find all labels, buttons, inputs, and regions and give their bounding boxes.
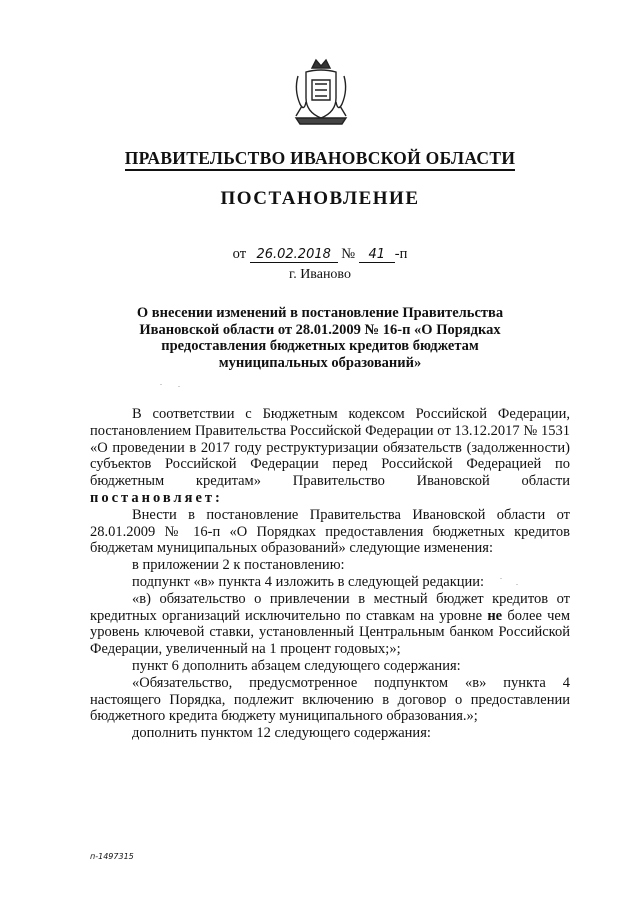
scan-speck — [516, 584, 518, 585]
paragraph-appendix: в приложении 2 к постановлению: — [132, 557, 345, 574]
document-type: ПОСТАНОВЛЕНИЕ — [220, 188, 420, 209]
decree-word: постановляет: — [90, 489, 223, 506]
paragraph-obligation: «Обязательство, предусмотренное подпунктом «в» пункта 4 настоящего Порядка, подлежит включению в договор о предоставлении бюджетного кредита бюджету муниципального образования.»; — [90, 674, 570, 725]
government-title — [0, 148, 640, 169]
decree-date: 26.02.2018 — [250, 247, 338, 263]
number-prefix: № — [341, 246, 356, 262]
clause-v-part2: более чем уровень ключевой ставки, установленный Центральным банком Российской Федерации, увеличенный на 1 процент годовых;»; — [90, 607, 571, 658]
clause-v-bold: не — [487, 607, 503, 624]
scan-speck — [160, 384, 162, 385]
preamble-text: В соответствии с Бюджетным кодексом Российской Федерации, постановлением Правительства Российской Федерации от 13.12.2017 № 1531 «О проведении в 2017 году реструктуризации обязательств (задолженности) субъектов Российской Федерации перед Российской Федерацией по бюджетным кредитам» Правительство Ивановской области — [90, 406, 570, 490]
document-code: п-1497315 — [90, 852, 134, 861]
coat-of-arms-icon — [292, 58, 350, 130]
decree-body — [90, 406, 570, 742]
paragraph-preamble — [90, 406, 570, 507]
scan-speck — [500, 578, 502, 579]
date-prefix: от — [232, 246, 247, 262]
decree-subject: О внесении изменений в постановление Правительства Ивановской области от 28.01.2009 № 16-п «О Порядках предоставления бюджетных кредитов бюджетам муниципальных образований» — [136, 305, 504, 371]
paragraph-amend: Внести в постановление Правительства Ивановской области от 28.01.2009 № 16-п «О Порядках предоставления бюджетных кредитов бюджетам муниципальных образований» следующие изменения: — [90, 506, 570, 557]
decree-number: 41 — [359, 247, 395, 263]
city: г. Иваново — [289, 267, 351, 282]
paragraph-item12: дополнить пунктом 12 следующего содержания: — [132, 725, 431, 742]
clause-v-part1: «в) обязательство о привлечении в местный бюджет кредитов от кредитных организаций исключительно по ставкам на уровне — [90, 590, 570, 624]
paragraph-clause-v — [90, 591, 570, 658]
date-number-line — [0, 246, 640, 263]
scan-speck — [178, 386, 180, 387]
number-suffix: -п — [394, 246, 408, 262]
paragraph-item6: пункт 6 дополнить абзацем следующего содержания: — [132, 657, 461, 674]
government-title-text: ПРАВИТЕЛЬСТВО ИВАНОВСКОЙ ОБЛАСТИ — [125, 148, 516, 171]
paragraph-subitem: подпункт «в» пункта 4 изложить в следующей редакции: — [132, 573, 485, 590]
